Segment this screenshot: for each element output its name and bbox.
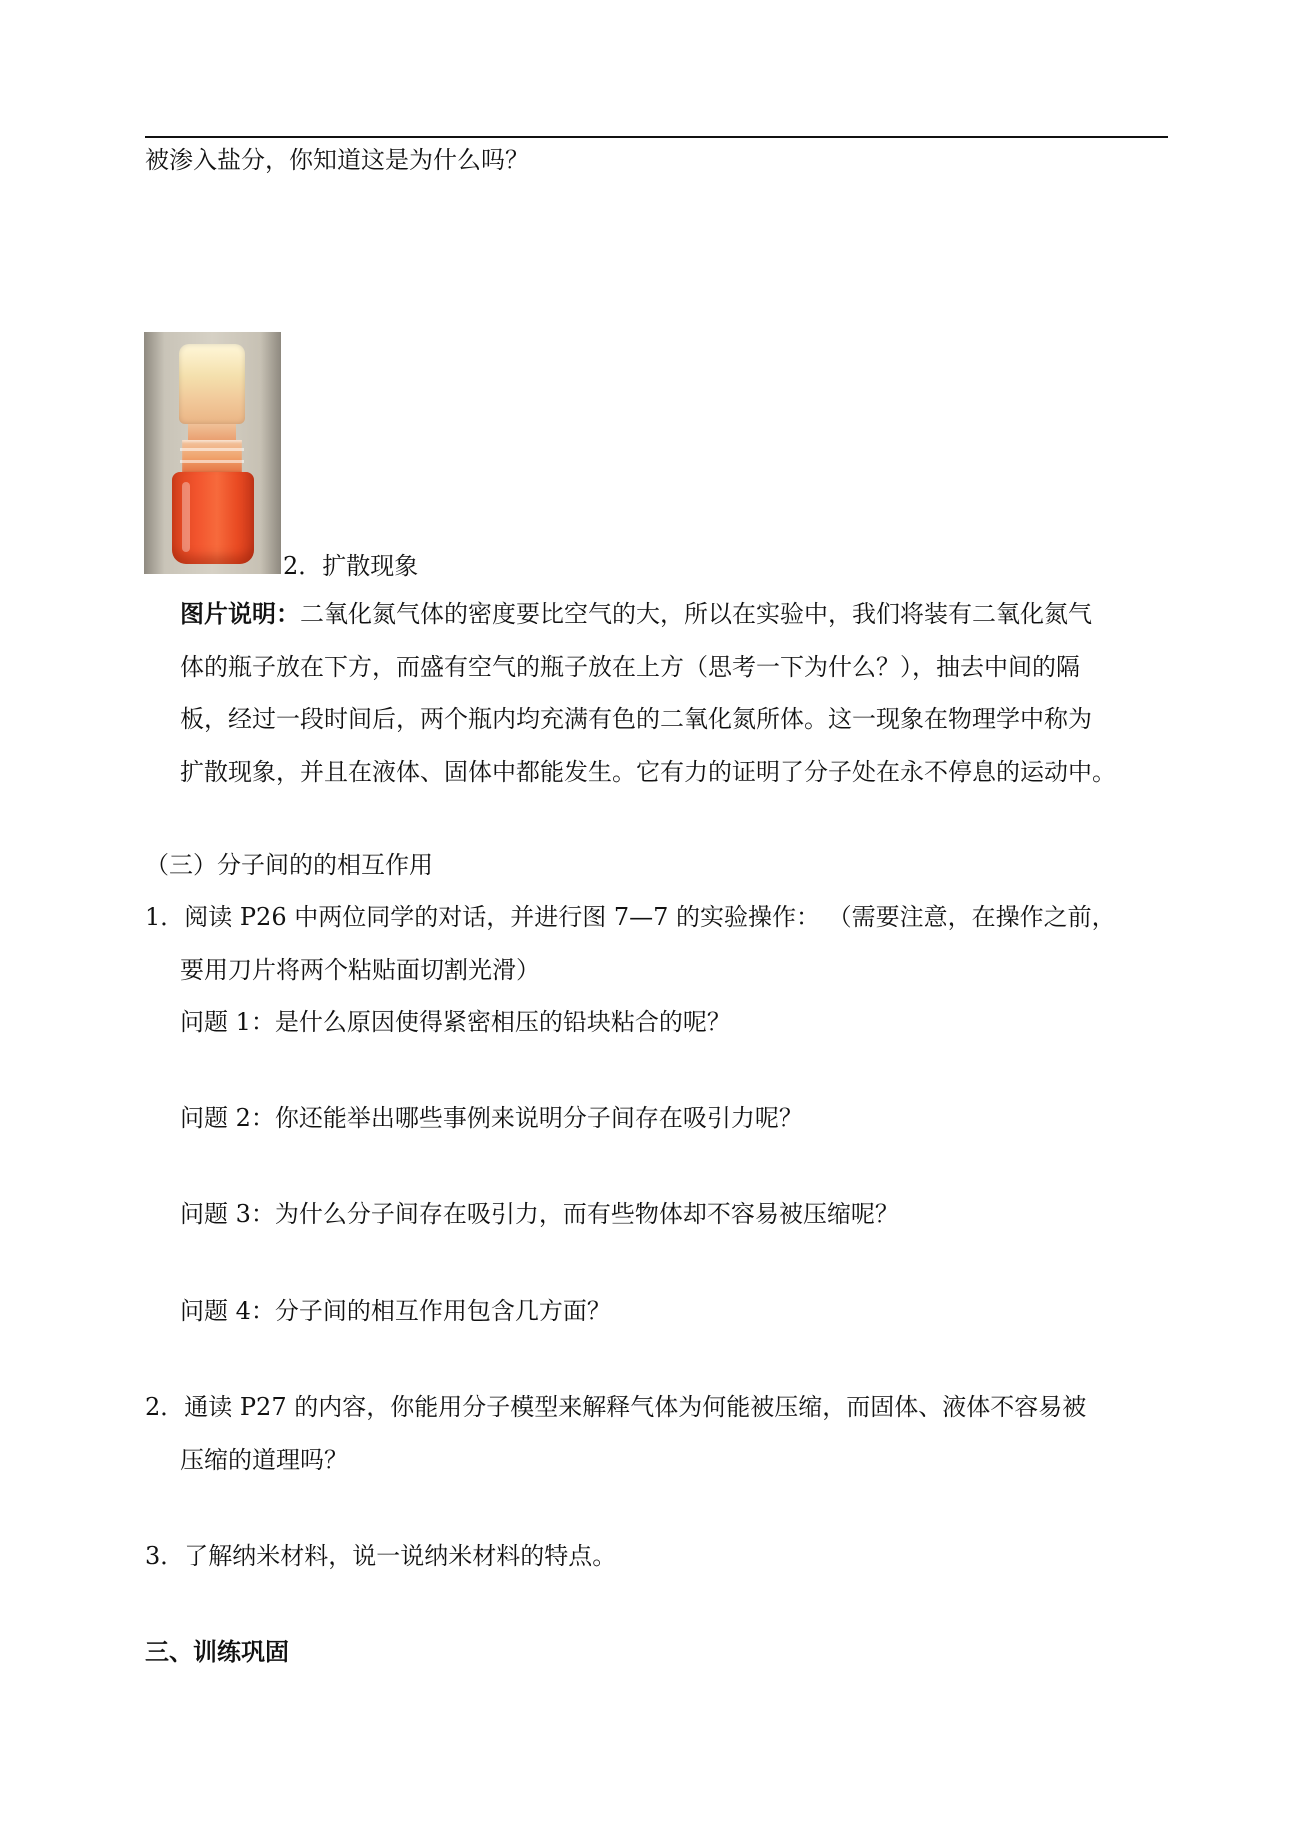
- text-line-intro: 被渗入盐分，你知道这是为什么吗？: [145, 146, 529, 174]
- caption-text: 二氧化氮气体的密度要比空气的大，所以在实验中，我们将装有二氧化氮气: [300, 600, 1092, 628]
- item-2-line-2: 压缩的道理吗？: [180, 1446, 348, 1474]
- caption-label: 图片说明：: [180, 599, 300, 628]
- caption-line-4: 扩散现象，并且在液体、固体中都能发生。它有力的证明了分子处在永不停息的运动中。: [180, 758, 1116, 786]
- question-3: 问题 3：为什么分子间存在吸引力，而有些物体却不容易被压缩呢？: [180, 1200, 899, 1228]
- question-1: 问题 1：是什么原因使得紧密相压的铅块粘合的呢？: [180, 1008, 731, 1036]
- caption-line-2: 体的瓶子放在下方，而盛有空气的瓶子放在上方（思考一下为什么？），抽去中间的隔: [180, 653, 1080, 681]
- photo-neck: [182, 440, 242, 474]
- photo-ridge: [180, 448, 244, 451]
- photo-highlight: [182, 482, 190, 552]
- section-heading-interaction: （三）分子间的的相互作用: [145, 851, 433, 879]
- caption-line-3: 板，经过一段时间后，两个瓶内均充满有色的二氧化氮所体。这一现象在物理学中称为: [180, 705, 1092, 733]
- item-1-line-1: 1．阅读 P26 中两位同学的对话，并进行图 7—7 的实验操作： （需要注意，在操作之前，: [145, 903, 1116, 931]
- question-2: 问题 2：你还能举出哪些事例来说明分子间存在吸引力呢？: [180, 1104, 803, 1132]
- caption-line-1: [180, 597, 1092, 631]
- item-2-line-1: 2．通读 P27 的内容，你能用分子模型来解释气体为何能被压缩，而固体、液体不容易被: [145, 1393, 1087, 1421]
- diffusion-photo: [144, 332, 281, 574]
- top-rule: [145, 136, 1168, 138]
- section-heading-diffusion: 2．扩散现象: [283, 552, 419, 580]
- photo-stopper: [179, 344, 245, 424]
- section-heading-practice: 三、训练巩固: [145, 1637, 289, 1666]
- item-3: 3．了解纳米材料，说一说纳米材料的特点。: [145, 1542, 617, 1570]
- question-4: 问题 4：分子间的相互作用包含几方面？: [180, 1297, 611, 1325]
- item-1-line-2: 要用刀片将两个粘贴面切割光滑）: [180, 956, 540, 984]
- photo-ridge: [180, 460, 244, 463]
